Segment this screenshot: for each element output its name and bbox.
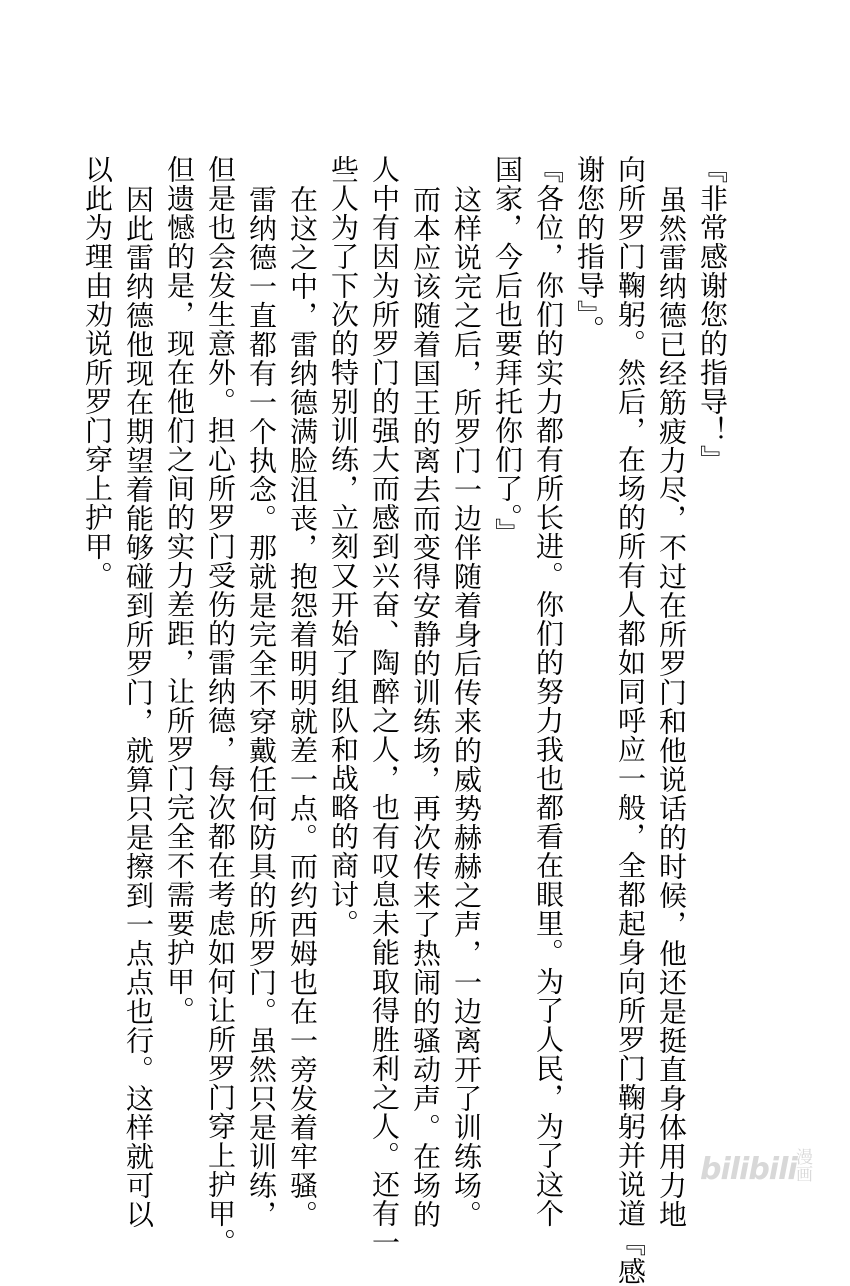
text-line-16: 以此为理由劝说所罗门穿上护甲。 bbox=[81, 155, 114, 590]
text-line-10: 些人为了下次的特别训练，立刻又开始了组队和战略的商讨。 bbox=[327, 155, 360, 938]
text-line-15: 因此雷纳德他现在期望着能够碰到所罗门，就算只是擦到一点点也行。这样就可以 bbox=[122, 185, 155, 1229]
text-line-6: 国家，今后也要拜托你们了。』 bbox=[491, 155, 524, 547]
text-line-8: 而本应该随着国王的离去而变得安静的训练场，再次传来了热闹的骚动声。在场的 bbox=[409, 185, 442, 1229]
text-line-7: 这样说完之后，所罗门一边伴随着身后传来的威势赫赫之声，一边离开了训练场。 bbox=[450, 185, 483, 1229]
bilibili-manga-watermark bbox=[700, 1148, 830, 1192]
text-line-9: 人中有因为所罗门的强大而感到兴奋、陶醉之人，也有叹息未能取得胜利之人。还有一 bbox=[368, 155, 401, 1257]
bilibili-logo: bilibili bbox=[700, 1152, 797, 1187]
text-line-12: 雷纳德一直都有一个执念。那就是完全不穿戴任何防具的所罗门。虽然只是训练， bbox=[245, 185, 278, 1229]
text-line-11: 在这之中，雷纳德满脸沮丧，抱怨着明明就差一点。而约西姆也在一旁发着牢骚。 bbox=[286, 185, 319, 1229]
text-line-14: 但遗憾的是，现在他们之间的实力差距，让所罗门完全不需要护甲。 bbox=[163, 155, 196, 1025]
text-line-1: 『非常感谢您的指导！』 bbox=[696, 155, 729, 474]
text-line-13: 但是也会发生意外。担心所罗门受伤的雷纳德，每次都在考虑如何让所罗门穿上护甲。 bbox=[204, 155, 237, 1257]
text-line-5: 『各位，你们的实力都有所长进。你们的努力我也都看在眼里。为了人民，为了这个 bbox=[532, 155, 565, 1228]
vertical-text-block bbox=[81, 155, 730, 1286]
text-line-2: 虽然雷纳德已经筋疲力尽，不过在所罗门和他说话的时候，他还是挺直身体用力地 bbox=[655, 185, 688, 1229]
manga-label: 漫画 bbox=[792, 1148, 812, 1182]
text-line-3: 向所罗门鞠躬。然后，在场的所有人都如同呼应一般，全都起身向所罗门鞠躬并说道『感 bbox=[614, 155, 647, 1286]
text-line-4: 谢您的指导』。 bbox=[573, 155, 606, 344]
